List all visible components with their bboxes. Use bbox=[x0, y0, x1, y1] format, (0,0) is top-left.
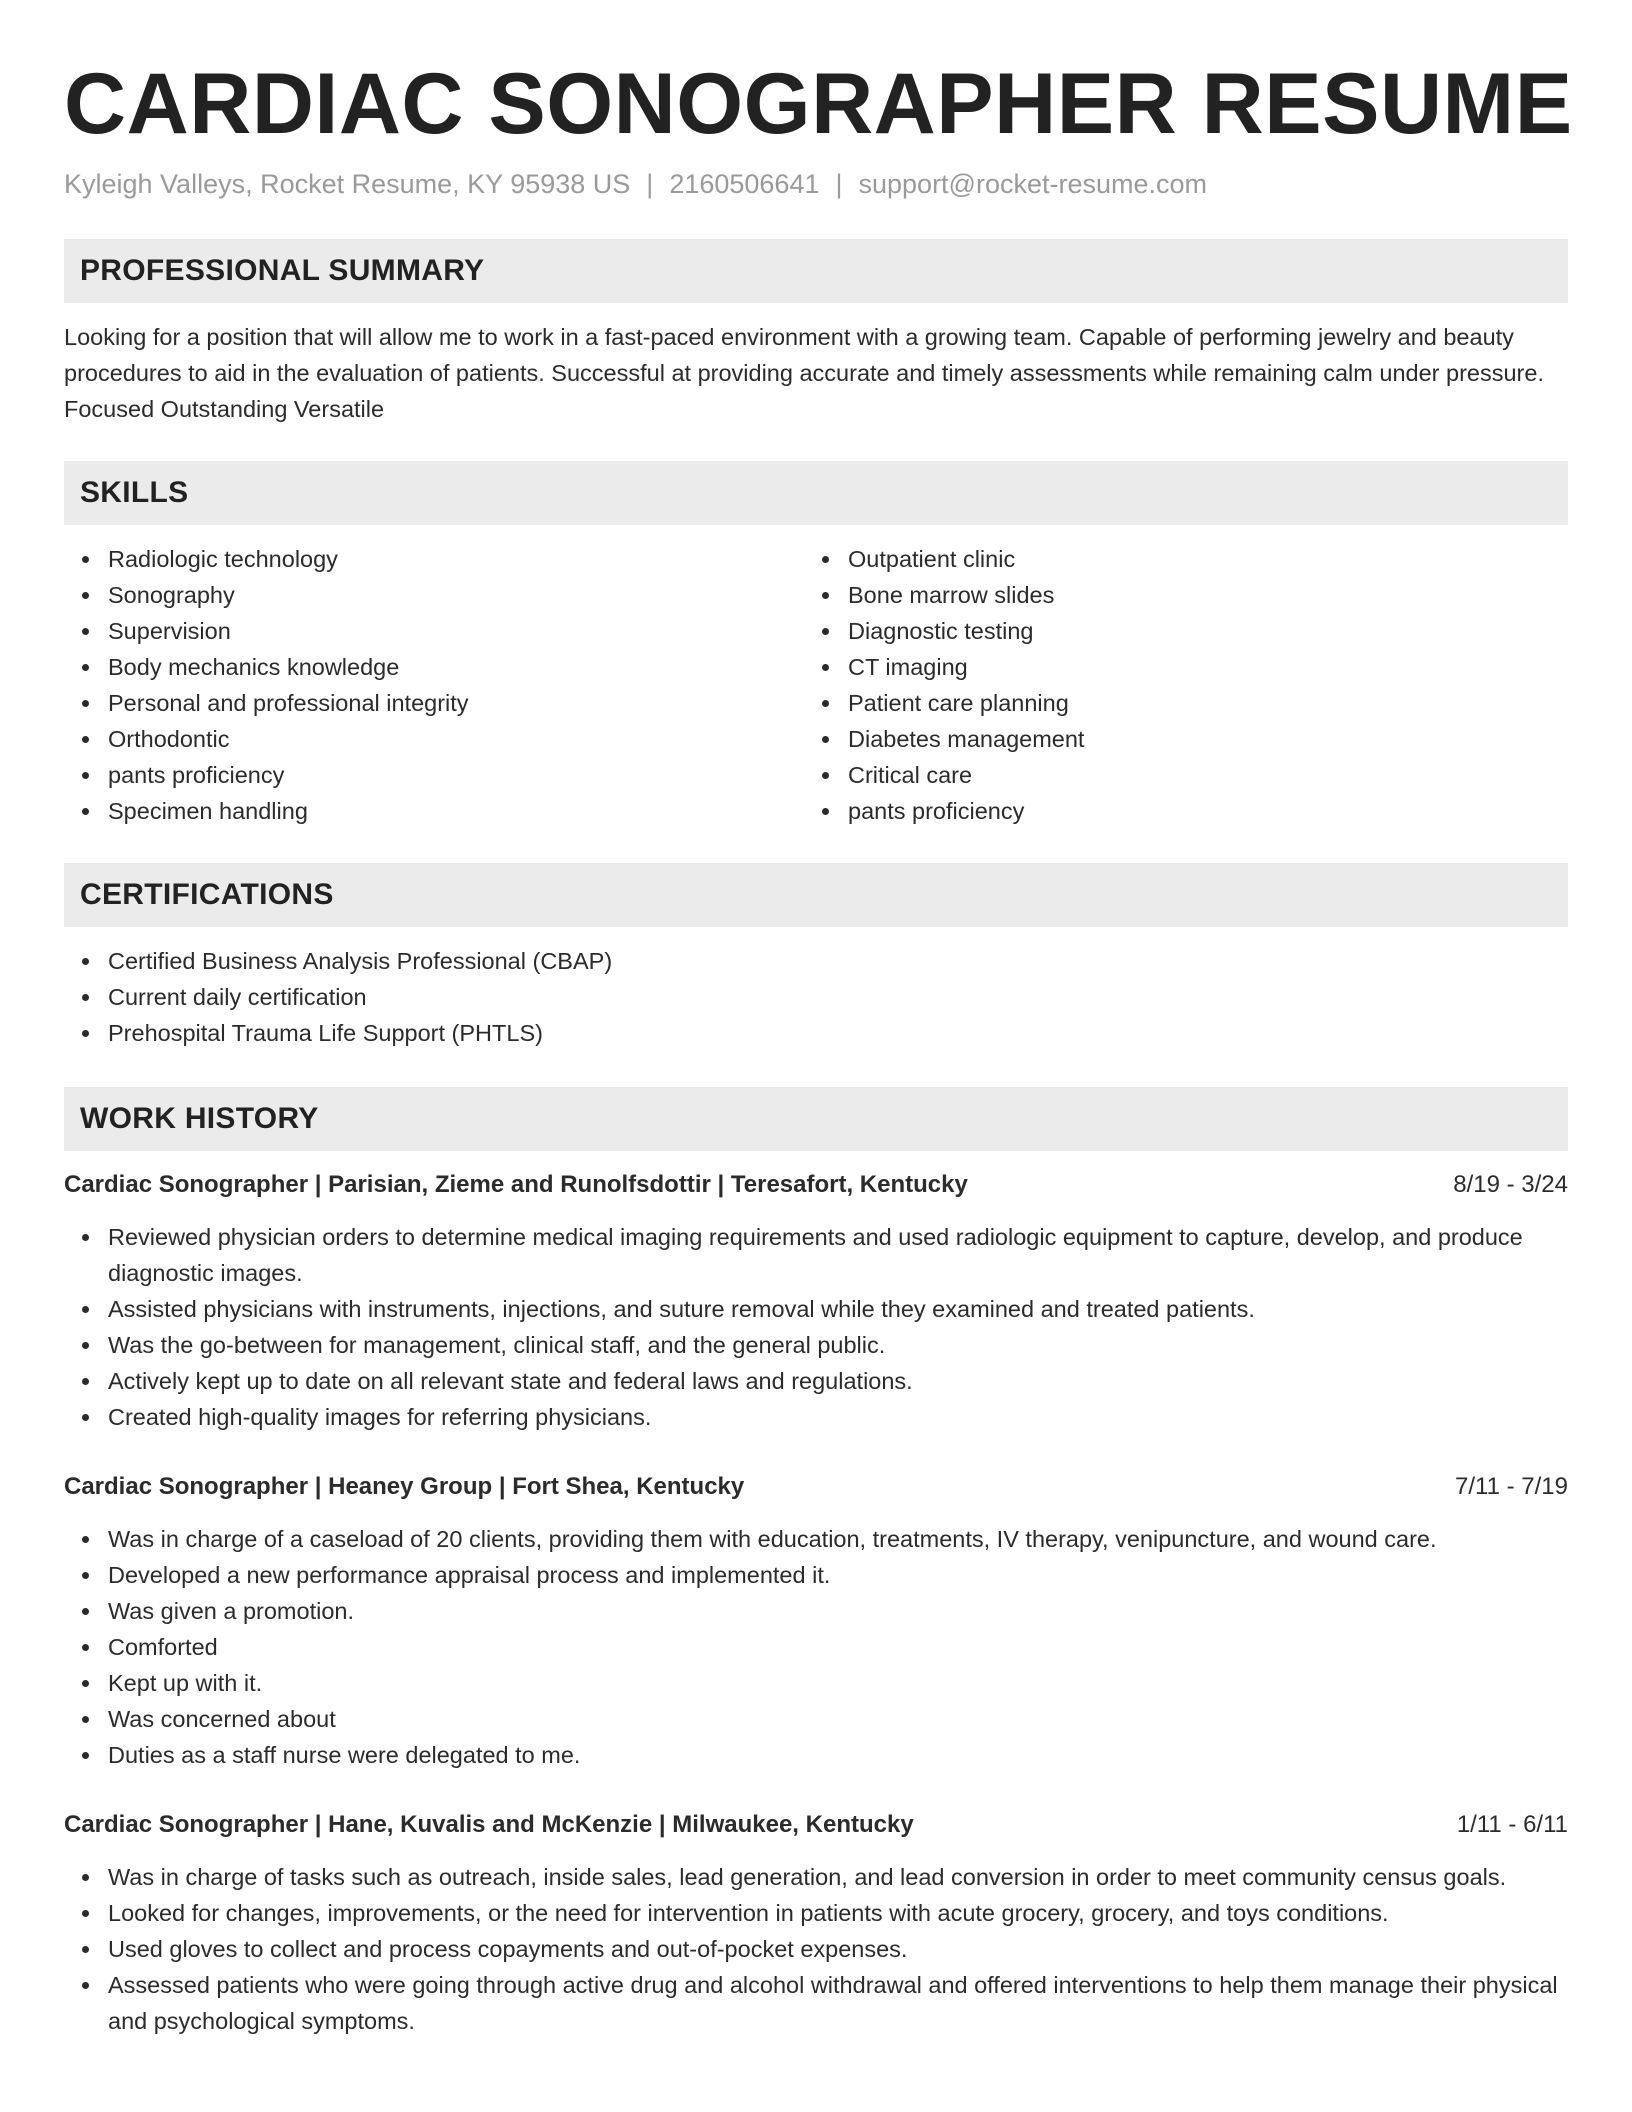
job-bullets bbox=[64, 1521, 1568, 1773]
skill-item: Personal and professional integrity bbox=[64, 685, 804, 721]
skill-item: Diabetes management bbox=[804, 721, 1544, 757]
section-heading-work-history: WORK HISTORY bbox=[64, 1087, 1568, 1151]
job-bullet: Used gloves to collect and process copayments and out-of-pocket expenses. bbox=[64, 1931, 1568, 1967]
skill-item: pants proficiency bbox=[64, 757, 804, 793]
skill-item: Sonography bbox=[64, 577, 804, 613]
skills-list-left bbox=[64, 541, 804, 829]
contact-separator: | bbox=[835, 169, 843, 199]
job-bullets bbox=[64, 1219, 1568, 1435]
job-entry bbox=[64, 1807, 1568, 2039]
contact-address: Kyleigh Valleys, Rocket Resume, KY 95938 US bbox=[64, 169, 631, 199]
job-bullet: Was in charge of tasks such as outreach, inside sales, lead generation, and lead conversion in order to meet community census goals. bbox=[64, 1859, 1568, 1895]
contact-phone: 2160506641 bbox=[669, 169, 820, 199]
contact-line bbox=[64, 166, 1568, 202]
job-bullet: Was in charge of a caseload of 20 clients, providing them with education, treatments, IV therapy, venipuncture, and wound care. bbox=[64, 1521, 1568, 1557]
skill-item: Radiologic technology bbox=[64, 541, 804, 577]
resume-title: CARDIAC SONOGRAPHER RESUME bbox=[64, 56, 1573, 152]
job-bullet: Assisted physicians with instruments, injections, and suture removal while they examined and treated patients. bbox=[64, 1291, 1568, 1327]
contact-separator: | bbox=[646, 169, 654, 199]
job-entry bbox=[64, 1167, 1568, 1435]
job-dates: 7/11 - 7/19 bbox=[1455, 1473, 1568, 1500]
skill-item: CT imaging bbox=[804, 649, 1544, 685]
job-bullet: Assessed patients who were going through active drug and alcohol withdrawal and offered interventions to help them manage their physical and psychological symptoms. bbox=[64, 1967, 1568, 2039]
section-heading-summary: PROFESSIONAL SUMMARY bbox=[64, 239, 1568, 303]
skill-item: Specimen handling bbox=[64, 793, 804, 829]
skill-item: Diagnostic testing bbox=[804, 613, 1544, 649]
summary-text: Looking for a position that will allow me to work in a fast-paced environment with a growing team. Capable of performing jewelry and beauty procedures to aid in the evaluation of patients. Successful at providing accurate and timely assessments while remaining calm under pressure. Focused Outstanding Versatile bbox=[64, 324, 1544, 422]
job-bullet: Looked for changes, improvements, or the need for intervention in patients with acute grocery, grocery, and toys conditions. bbox=[64, 1895, 1568, 1931]
contact-email[interactable]: support@rocket-resume.com bbox=[858, 169, 1208, 199]
certification-item: Prehospital Trauma Life Support (PHTLS) bbox=[64, 1015, 1568, 1051]
job-bullets bbox=[64, 1859, 1568, 2039]
skills-columns bbox=[64, 541, 1568, 829]
certification-item: Current daily certification bbox=[64, 979, 1568, 1015]
skill-item: Outpatient clinic bbox=[804, 541, 1544, 577]
job-bullet: Was given a promotion. bbox=[64, 1593, 1568, 1629]
skill-item: Supervision bbox=[64, 613, 804, 649]
section-heading-skills: SKILLS bbox=[64, 461, 1568, 525]
skill-item: Body mechanics knowledge bbox=[64, 649, 804, 685]
job-title: Cardiac Sonographer | Hane, Kuvalis and McKenzie | Milwaukee, Kentucky bbox=[64, 1811, 914, 1838]
section-heading-certifications: CERTIFICATIONS bbox=[64, 863, 1568, 927]
job-header bbox=[64, 1469, 1568, 1505]
certifications-list bbox=[64, 943, 1568, 1051]
job-dates: 8/19 - 3/24 bbox=[1453, 1171, 1568, 1198]
job-header bbox=[64, 1167, 1568, 1203]
skill-item: Orthodontic bbox=[64, 721, 804, 757]
job-entry bbox=[64, 1469, 1568, 1773]
job-header bbox=[64, 1807, 1568, 1843]
job-title: Cardiac Sonographer | Parisian, Zieme and Runolfsdottir | Teresafort, Kentucky bbox=[64, 1171, 968, 1198]
skill-item: Patient care planning bbox=[804, 685, 1544, 721]
job-bullet: Actively kept up to date on all relevant state and federal laws and regulations. bbox=[64, 1363, 1568, 1399]
job-bullet: Developed a new performance appraisal process and implemented it. bbox=[64, 1557, 1568, 1593]
job-bullet: Kept up with it. bbox=[64, 1665, 1568, 1701]
job-bullet: Duties as a staff nurse were delegated to me. bbox=[64, 1737, 1568, 1773]
skills-list-right bbox=[804, 541, 1544, 829]
certification-item: Certified Business Analysis Professional (CBAP) bbox=[64, 943, 1568, 979]
job-bullet: Created high-quality images for referring physicians. bbox=[64, 1399, 1568, 1435]
job-bullet: Reviewed physician orders to determine medical imaging requirements and used radiologic equipment to capture, develop, and produce diagnostic images. bbox=[64, 1219, 1568, 1291]
job-bullet: Was concerned about bbox=[64, 1701, 1568, 1737]
job-dates: 1/11 - 6/11 bbox=[1456, 1811, 1568, 1838]
skill-item: pants proficiency bbox=[804, 793, 1544, 829]
job-bullet: Comforted bbox=[64, 1629, 1568, 1665]
job-bullet: Was the go-between for management, clinical staff, and the general public. bbox=[64, 1327, 1568, 1363]
skill-item: Critical care bbox=[804, 757, 1544, 793]
skill-item: Bone marrow slides bbox=[804, 577, 1544, 613]
job-title: Cardiac Sonographer | Heaney Group | Fort Shea, Kentucky bbox=[64, 1473, 745, 1500]
